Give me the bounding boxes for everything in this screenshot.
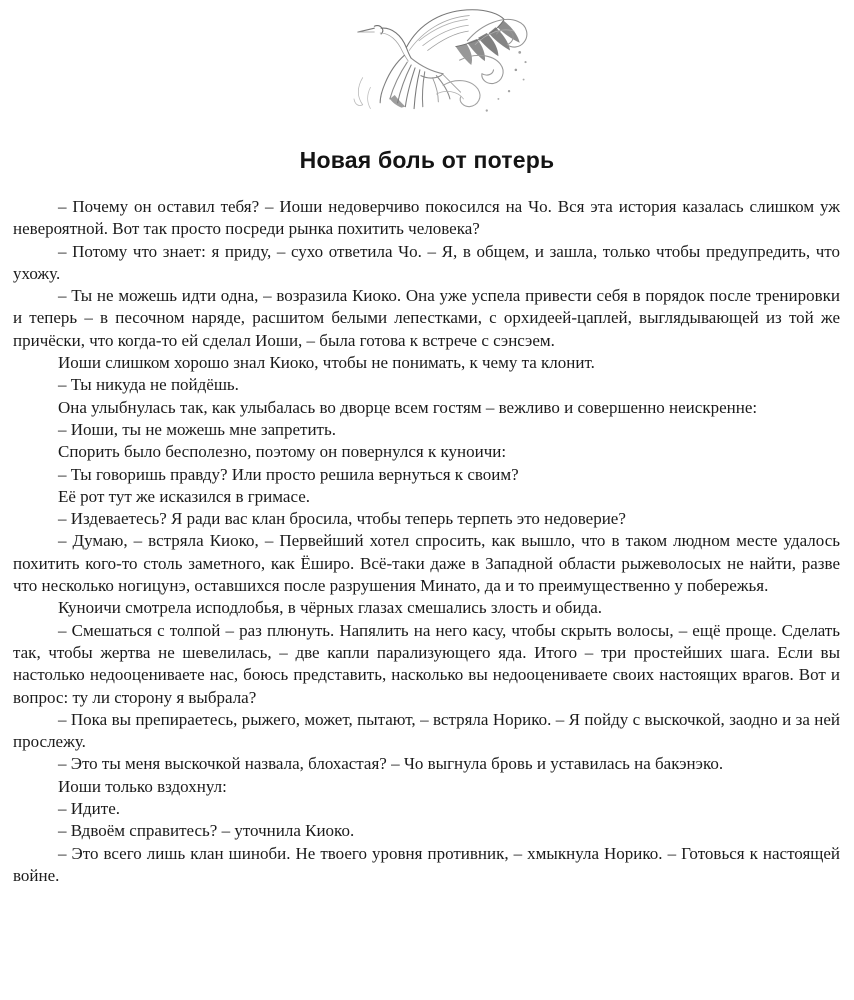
crane-over-waves-illustration — [348, 2, 548, 128]
paragraph: Куноичи смотрела исподлобья, в чёрных глазах смешались злость и обида. — [58, 598, 602, 618]
paragraph: Иоши только вздохнул: — [58, 776, 227, 796]
paragraph: – Вдвоём справитесь? – уточнила Киоко. — [58, 821, 355, 841]
chapter-title: Новая боль от потерь — [299, 147, 555, 173]
paragraph: – Смешаться с толпой – раз плюнуть. Напялить на него касу, чтобы скрыть волосы, – ещё проще. Сделать так, чтобы жертва не шевелилась, – две капли парализующего яда. Итого – три простейших шага. Если вы настолько недооцениваете нас, боюсь представить, насколько вы недооцениваете своих настоящих врагов. Вот и вопрос: ту ли сторону я выбрала? — [13, 620, 840, 707]
paragraph: – Издеваетесь? Я ради вас клан бросила, чтобы теперь терпеть это недоверие? — [58, 509, 626, 529]
paragraph: – Потому что знает: я приду, – сухо ответила Чо. – Я, в общем, и зашла, только чтобы предупредить, что ухожу. — [13, 241, 840, 283]
paragraph: – Пока вы препираетесь, рыжего, может, пытают, – встряла Норико. – Я пойду с выскочкой, заодно и за ней прослежу. — [13, 709, 840, 752]
paragraph: Спорить было бесполезно, поэтому он повернулся к куноичи: — [58, 442, 507, 462]
paragraph: – Ты никуда не пойдёшь. — [58, 375, 239, 395]
paragraph: – Это ты меня выскочкой назвала, блохастая? – Чо выгнула бровь и уставилась на бакэнэко. — [58, 754, 724, 774]
paragraph: – Идите. — [58, 799, 120, 819]
paragraph: Её рот тут же исказился в гримасе. — [58, 486, 311, 506]
paragraph: – Ты не можешь идти одна, – возразила Киоко. Она уже успела привести себя в порядок после тренировки и теперь – в песочном наряде, расшитом белыми лепестками, с орхидеей-цаплей, выглядывающей из той же причёски, что когда-то ей сделал Иоши, – была готова к встрече с сэнсэем. — [13, 286, 840, 350]
paragraph: Она улыбнулась так, как улыбалась во дворце всем гостям – вежливо и совершенно неискренне: — [58, 397, 758, 417]
chapter-text — [13, 196, 840, 887]
paragraph: – Почему он оставил тебя? – Иоши недоверчиво покосился на Чо. Вся эта история казалась слишком уж невероятной. Вот так просто посреди рынка похитить человека? — [13, 197, 840, 239]
paragraph: – Ты говоришь правду? Или просто решила вернуться к своим? — [58, 464, 519, 484]
crane-icon — [348, 2, 548, 128]
paragraph: Иоши слишком хорошо знал Киоко, чтобы не понимать, к чему та клонит. — [58, 353, 595, 373]
paragraph: – Думаю, – встряла Киоко, – Первейший хотел спросить, как вышло, что в таком людном месте удалось похитить кого-то столь заметного, как Ёширо. Всё-таки даже в Западной области рыжеволосых не найти, разве что несколько ногицунэ, оставшихся после разрушения Минато, да и то преимущественно у побережья. — [13, 531, 840, 596]
paragraph: – Иоши, ты не можешь мне запретить. — [58, 419, 336, 439]
paragraph: – Это всего лишь клан шиноби. Не твоего уровня противник, – хмыкнула Норико. – Готовься к настоящей войне. — [13, 843, 840, 885]
